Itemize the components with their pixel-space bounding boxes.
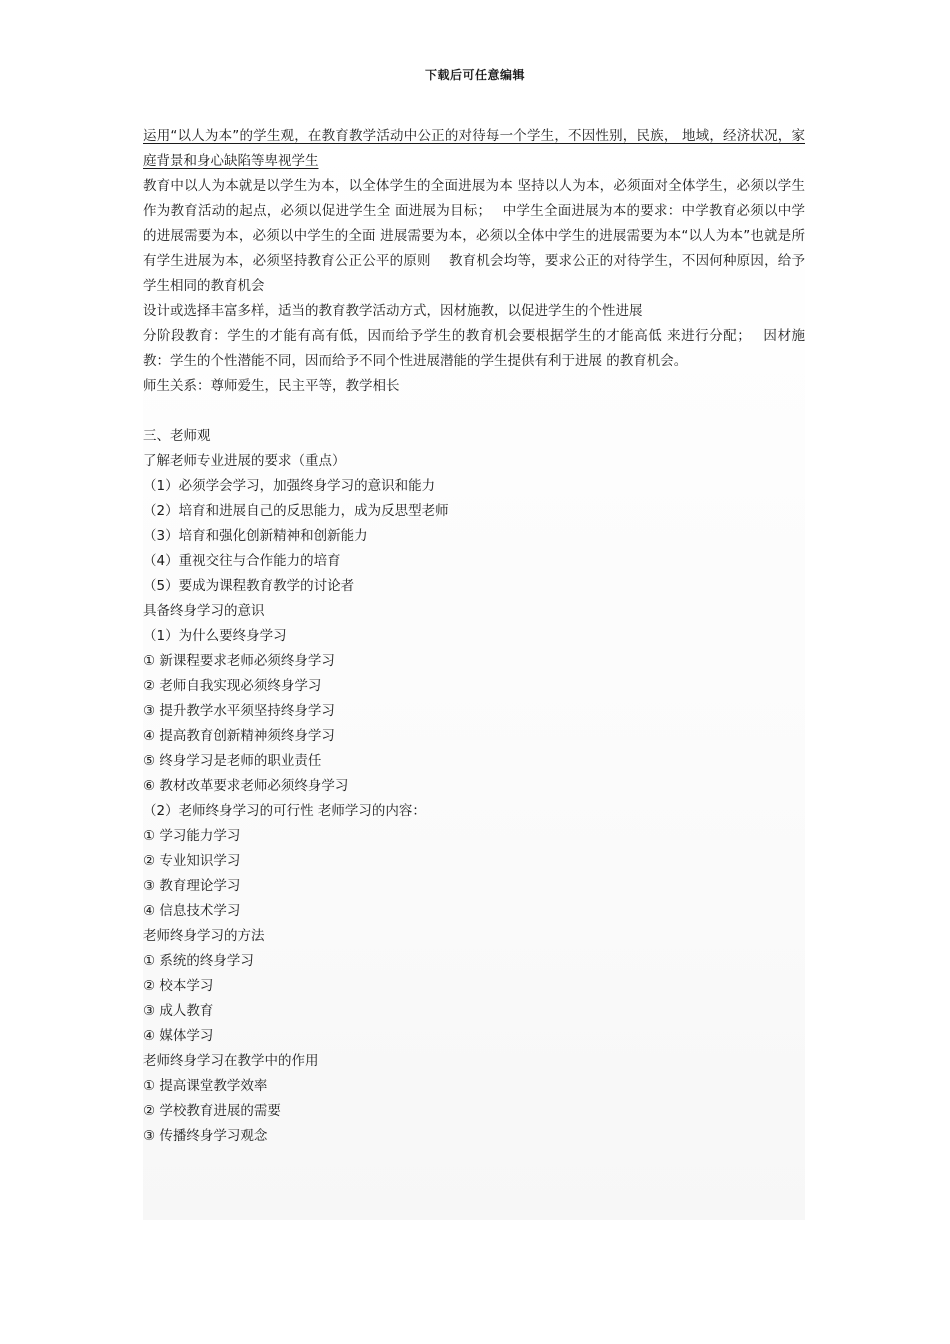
- list-item: （1）必须学会学习，加强终身学习的意识和能力: [143, 478, 436, 494]
- list-item: ④ 信息技术学习: [143, 903, 241, 919]
- list-item: （5）要成为课程教育教学的讨论者: [143, 578, 355, 594]
- section-gap: [143, 399, 805, 424]
- list-item: ② 学校教育进展的需要: [143, 1103, 281, 1119]
- teacher-view-list: [143, 449, 805, 1149]
- list-item: （4）重视交往与合作能力的培育: [143, 553, 341, 569]
- section-heading: 三、老师观: [143, 428, 211, 444]
- list-item: ⑥ 教材改革要求老师必须终身学习: [143, 778, 349, 794]
- list-item: 老师终身学习的方法: [143, 928, 265, 944]
- list-item: （2）老师终身学习的可行性 老师学习的内容：: [143, 803, 426, 819]
- list-item: （3）培育和强化创新精神和创新能力: [143, 528, 368, 544]
- list-item: ② 专业知识学习: [143, 853, 241, 869]
- list-item: ④ 媒体学习: [143, 1028, 214, 1044]
- teacher-student-relation: 师生关系：尊师爱生，民主平等，教学相长: [143, 378, 400, 394]
- list-item: ① 新课程要求老师必须终身学习: [143, 653, 335, 669]
- list-item: ② 校本学习: [143, 978, 214, 994]
- list-item: ① 提高课堂教学效率: [143, 1078, 268, 1094]
- list-item: （1）为什么要终身学习: [143, 628, 287, 644]
- student-view-intro: 运用“以人为本”的学生观，在教育教学活动中公正的对待每一个学生，不因性别，民族， 地域，经济状况，家庭背景和身心缺陷等卑视学生: [143, 128, 805, 169]
- list-item: 了解老师专业进展的要求（重点）: [143, 453, 346, 469]
- list-item: ③ 教育理论学习: [143, 878, 241, 894]
- list-item: ① 学习能力学习: [143, 828, 241, 844]
- list-item: ① 系统的终身学习: [143, 953, 254, 969]
- page-header: 下载后可任意编辑: [424, 68, 525, 82]
- people-oriented-paragraph: 教育中以人为本就是以学生为本，以全体学生的全面进展为本 坚持以人为本，必须面对全体学生，必须以学生作为教育活动的起点，必须以促进学生全 面进展为目标； 中学生全面进展为本的要求：中学教育必须以中学的进展需要为本，必须以中学生的全面 进展需要为本，必须以全体中学生的进展需要为本“以人为本”也就是所有学生进展为本，必须坚持教育公正公平的原则 教育机会均等，要求公正的对待学生，不因何种原因，给予学生相同的教育机会: [143, 178, 805, 294]
- list-item: ③ 提升教学水平须坚持终身学习: [143, 703, 335, 719]
- list-item: 具备终身学习的意识: [143, 603, 265, 619]
- staged-education-paragraph: 分阶段教育：学生的才能有高有低，因而给予学生的教育机会要根据学生的才能高低 来进行分配； 因材施教：学生的个性潜能不同，因而给予不同个性进展潜能的学生提供有利于进展 的教育机会。: [143, 328, 805, 369]
- list-item: ③ 传播终身学习观念: [143, 1128, 268, 1144]
- teaching-activities-paragraph: 设计或选择丰富多样，适当的教育教学活动方式，因材施教，以促进学生的个性进展: [143, 303, 643, 319]
- list-item: ③ 成人教育: [143, 1003, 214, 1019]
- list-item: ⑤ 终身学习是老师的职业责任: [143, 753, 322, 769]
- list-item: （2）培育和进展自己的反思能力，成为反思型老师: [143, 503, 449, 519]
- list-item: 老师终身学习在教学中的作用: [143, 1053, 319, 1069]
- document-body: [143, 124, 805, 1220]
- list-item: ② 老师自我实现必须终身学习: [143, 678, 322, 694]
- list-item: ④ 提高教育创新精神须终身学习: [143, 728, 335, 744]
